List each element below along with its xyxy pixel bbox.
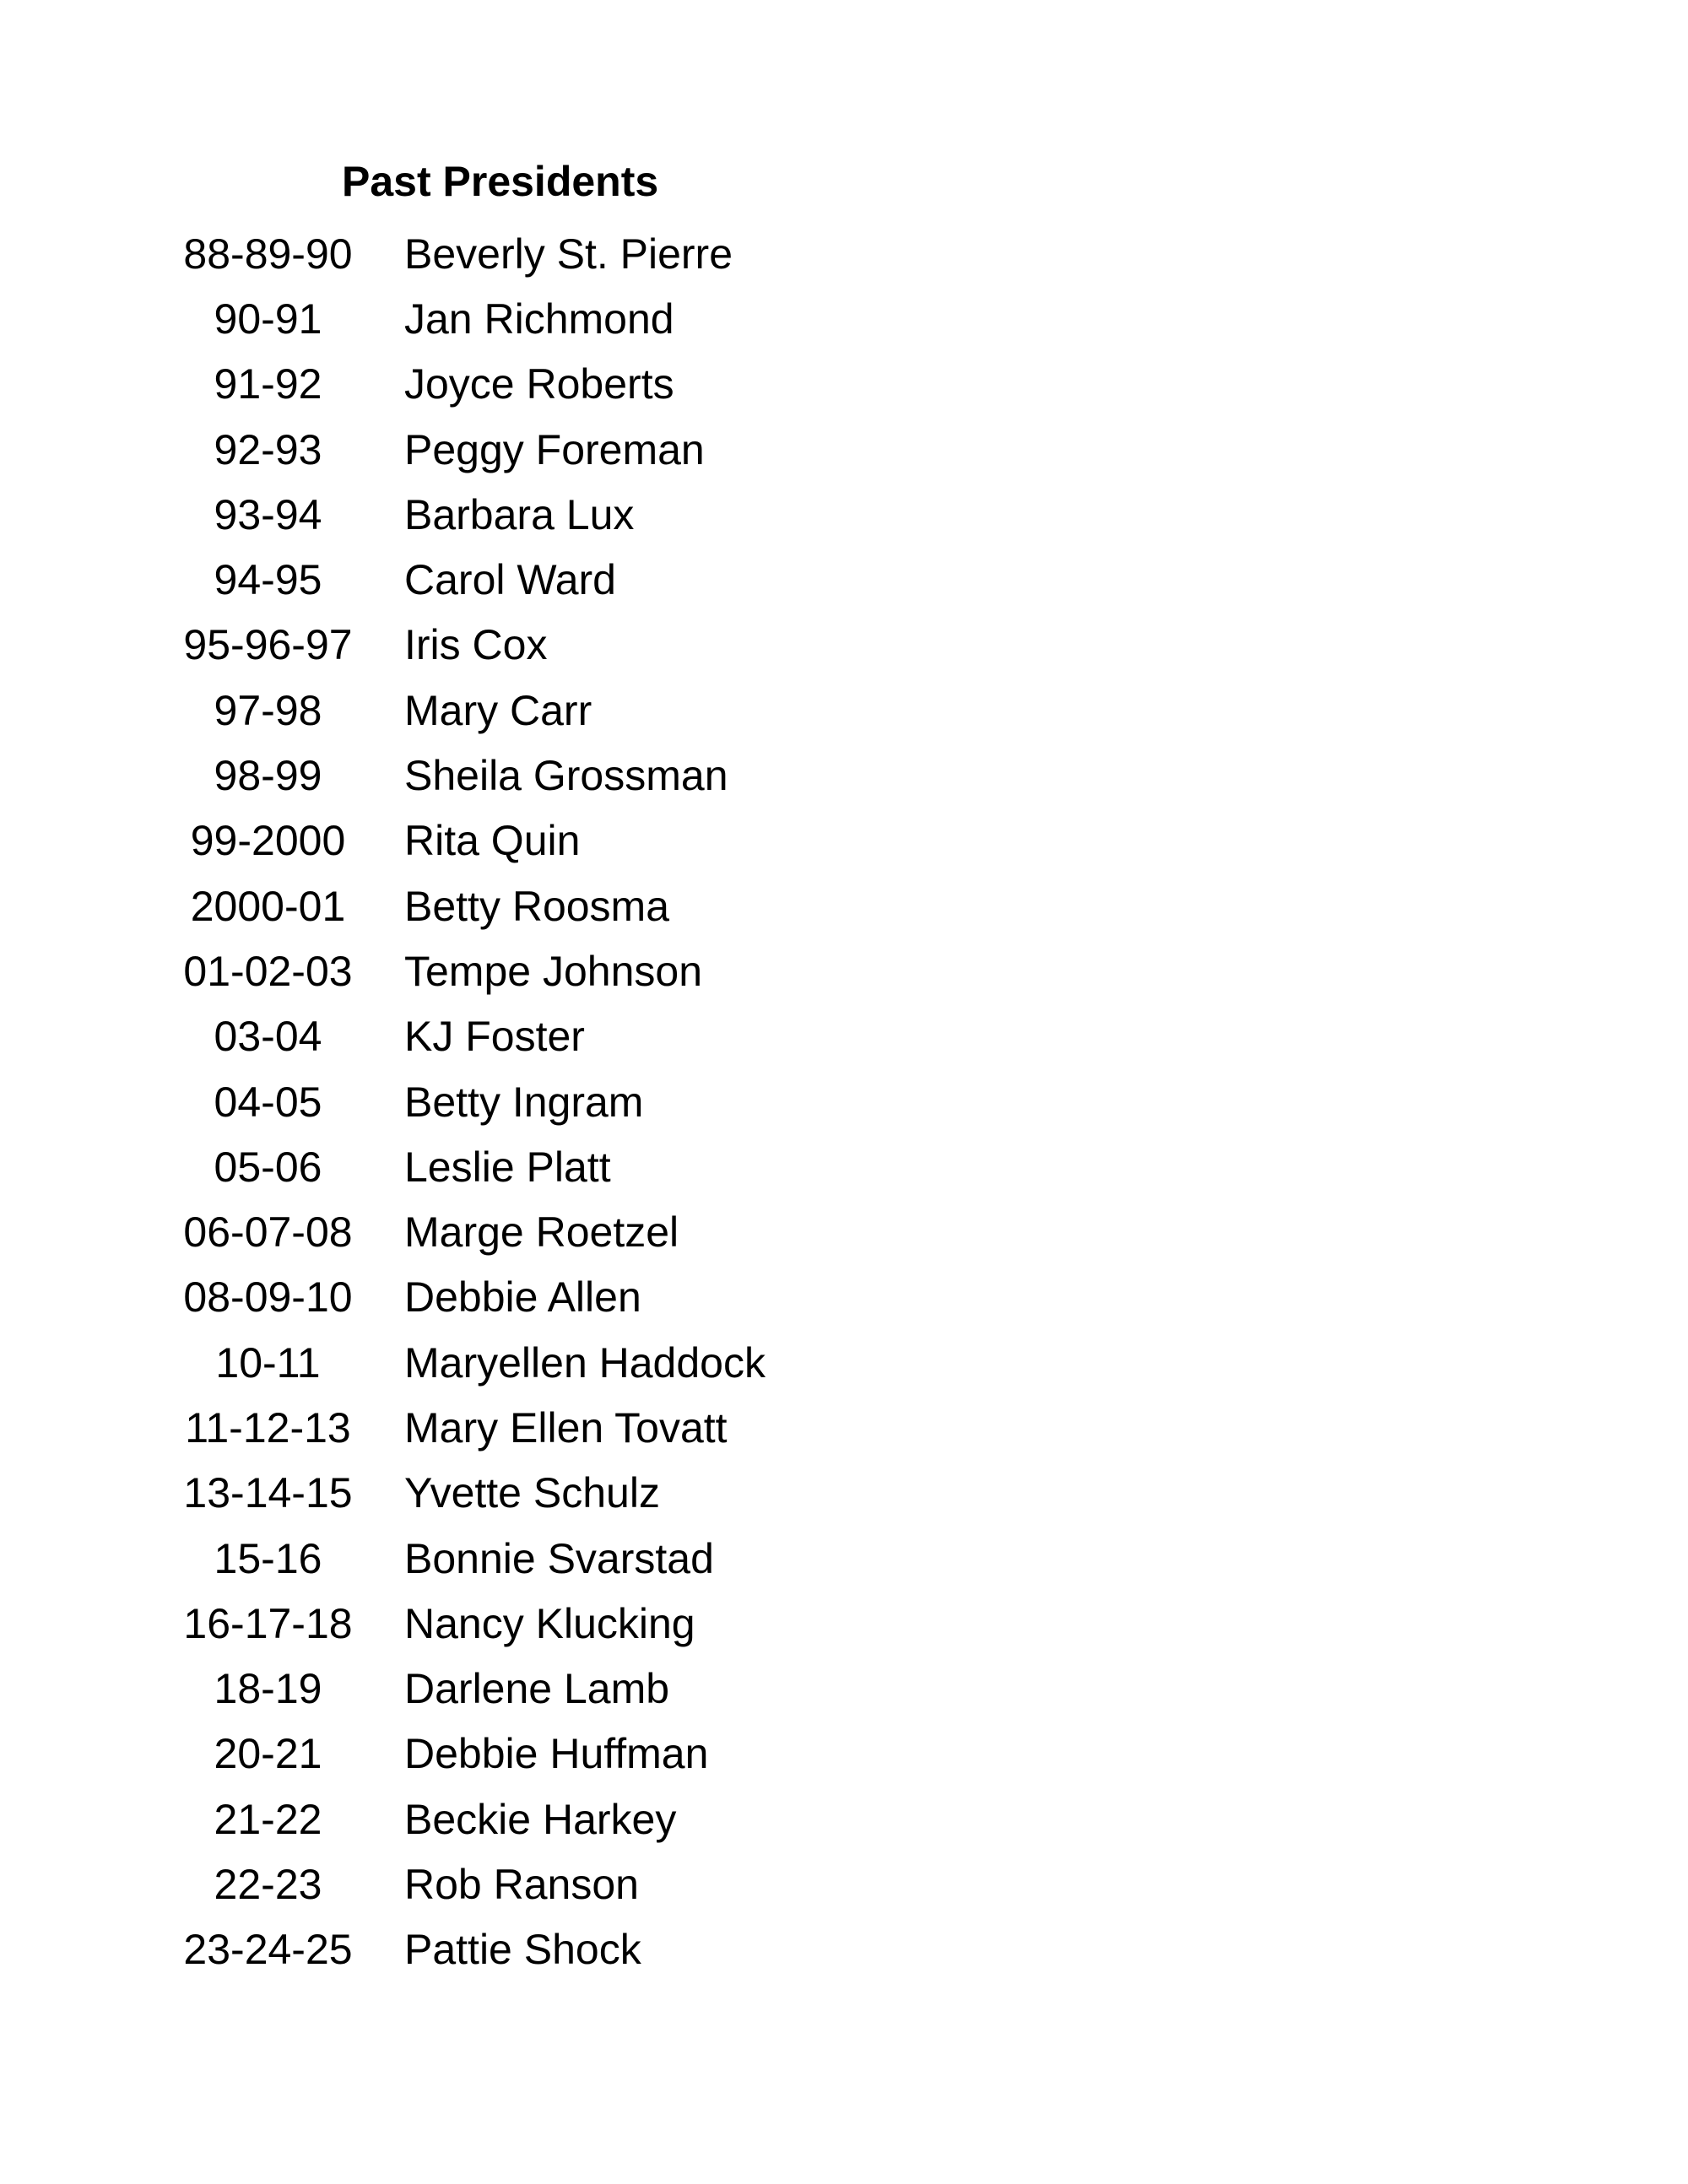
list-item	[169, 808, 928, 873]
page-title: Past Presidents	[342, 158, 659, 205]
term-years: 21-22	[214, 1795, 322, 1843]
term-years: 88-89-90	[183, 230, 353, 278]
president-name: Yvette Schulz	[404, 1469, 660, 1517]
list-item	[169, 417, 928, 482]
term-years: 93-94	[214, 490, 322, 538]
president-name: Betty Ingram	[404, 1078, 644, 1126]
list-item	[169, 678, 928, 743]
term-years: 95-96-97	[183, 621, 353, 669]
term-years: 22-23	[214, 1861, 322, 1909]
list-item	[169, 352, 928, 417]
term-years: 10-11	[215, 1338, 321, 1387]
president-name: Debbie Huffman	[404, 1730, 709, 1778]
term-years: 94-95	[214, 556, 322, 604]
list-item	[169, 1265, 928, 1330]
term-years: 04-05	[214, 1078, 322, 1126]
president-name: Leslie Platt	[404, 1143, 611, 1191]
president-name: Mary Carr	[404, 686, 592, 734]
list-item	[169, 1395, 928, 1460]
term-years: 01-02-03	[183, 947, 353, 995]
term-years: 16-17-18	[183, 1599, 353, 1647]
list-item	[169, 1069, 928, 1134]
president-name: Pattie Shock	[404, 1926, 641, 1974]
term-years: 91-92	[214, 360, 322, 408]
list-item	[169, 743, 928, 808]
list-item	[169, 1461, 928, 1526]
president-name: Peggy Foreman	[404, 425, 705, 473]
president-name: KJ Foster	[404, 1013, 585, 1061]
presidents-list	[169, 221, 928, 1982]
president-name: Nancy Klucking	[404, 1599, 695, 1647]
term-years: 20-21	[214, 1730, 322, 1778]
term-years: 06-07-08	[183, 1208, 353, 1257]
president-name: Tempe Johnson	[404, 947, 703, 995]
term-years: 13-14-15	[183, 1469, 353, 1517]
term-years: 15-16	[214, 1534, 322, 1582]
list-item	[169, 286, 928, 351]
list-item	[169, 221, 928, 286]
president-name: Darlene Lamb	[404, 1665, 670, 1713]
president-name: Rob Ranson	[404, 1861, 639, 1909]
term-years: 03-04	[214, 1013, 322, 1061]
term-years: 98-99	[214, 752, 322, 800]
list-item	[169, 1917, 928, 1982]
list-item	[169, 1591, 928, 1656]
list-item	[169, 547, 928, 612]
list-item	[169, 1330, 928, 1395]
list-item	[169, 482, 928, 547]
list-item	[169, 1134, 928, 1199]
term-years: 05-06	[214, 1143, 322, 1191]
list-item	[169, 873, 928, 938]
list-item	[169, 1657, 928, 1722]
list-item	[169, 613, 928, 678]
list-item	[169, 1004, 928, 1069]
president-name: Joyce Roberts	[404, 360, 674, 408]
term-years: 08-09-10	[183, 1273, 353, 1322]
list-item	[169, 1787, 928, 1852]
president-name: Rita Quin	[404, 817, 581, 865]
president-name: Beckie Harkey	[404, 1795, 677, 1843]
list-item	[169, 1199, 928, 1264]
president-name: Iris Cox	[404, 621, 548, 669]
term-years: 11-12-13	[185, 1403, 351, 1451]
president-name: Carol Ward	[404, 556, 616, 604]
list-item	[169, 938, 928, 1003]
term-years: 90-91	[214, 295, 322, 343]
term-years: 97-98	[214, 686, 322, 734]
term-years: 92-93	[214, 425, 322, 473]
president-name: Marge Roetzel	[404, 1208, 679, 1257]
list-item	[169, 1722, 928, 1787]
president-name: Sheila Grossman	[404, 752, 728, 800]
president-name: Beverly St. Pierre	[404, 230, 733, 278]
president-name: Bonnie Svarstad	[404, 1534, 714, 1582]
president-name: Debbie Allen	[404, 1273, 641, 1322]
president-name: Betty Roosma	[404, 882, 670, 930]
president-name: Maryellen Haddock	[404, 1338, 766, 1387]
list-item	[169, 1852, 928, 1916]
term-years: 2000-01	[190, 882, 346, 930]
president-name: Jan Richmond	[404, 295, 674, 343]
list-item	[169, 1526, 928, 1591]
term-years: 99-2000	[190, 817, 346, 865]
president-name: Barbara Lux	[404, 490, 635, 538]
term-years: 23-24-25	[183, 1926, 353, 1974]
term-years: 18-19	[214, 1665, 322, 1713]
president-name: Mary Ellen Tovatt	[404, 1403, 728, 1451]
